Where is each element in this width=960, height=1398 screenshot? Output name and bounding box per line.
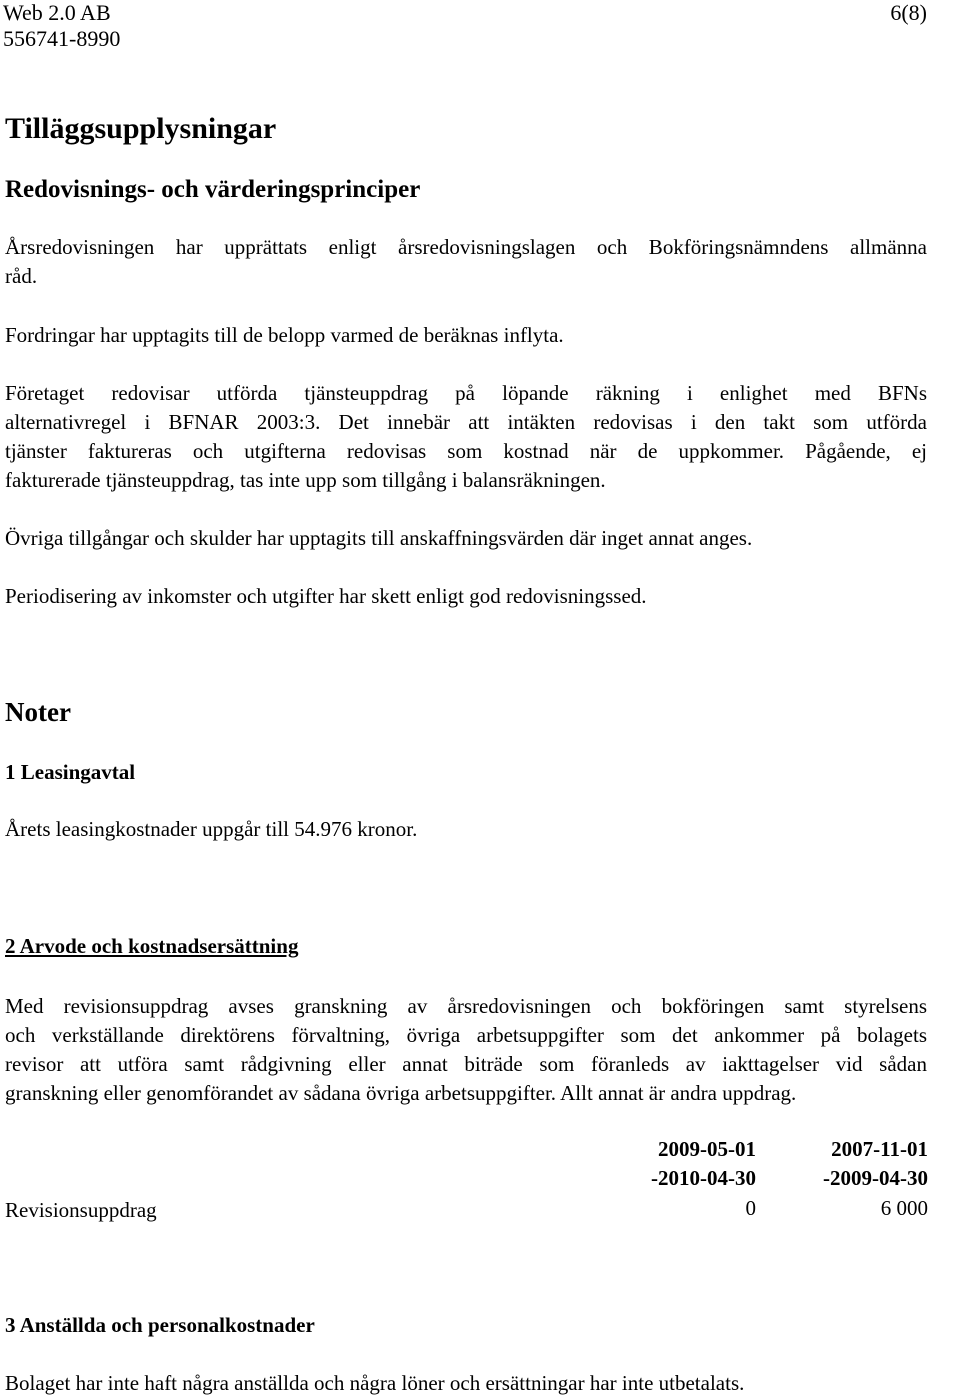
table-column-header-2-line-1: 2007-11-01	[831, 1137, 928, 1161]
note-3-text: Bolaget har inte haft några anställda och några löner och ersättningar har inte utbetalats.	[5, 1371, 745, 1395]
note-2-text	[5, 992, 927, 1108]
org-number: 556741-8990	[3, 26, 121, 51]
table-column-header-1-line-1: 2009-05-01	[658, 1137, 756, 1161]
note-3-heading: 3 Anställda och personalkostnader	[5, 1313, 315, 1337]
principles-paragraph-4: Övriga tillgångar och skulder har upptagits till anskaffningsvärden där inget annat anges.	[5, 526, 753, 550]
text-line: revisor att utföra samt rådgivning eller annat biträde som föranleds av iakttagelser vid sådan	[5, 1052, 927, 1076]
notes-heading: Noter	[5, 697, 71, 727]
note-2-heading: 2 Arvode och kostnadsersättning	[5, 934, 299, 958]
text-line: granskning eller genomförandet av sådana övriga arbetsuppgifter. Allt annat är andra uppdrag.	[5, 1081, 797, 1105]
principles-paragraph-2: Fordringar har upptagits till de belopp varmed de beräknas inflyta.	[5, 323, 564, 347]
principles-paragraph-3	[5, 379, 927, 495]
note-1-text: Årets leasingkostnader uppgår till 54.976 kronor.	[5, 817, 418, 841]
table-column-header-1-line-2: -2010-04-30	[651, 1166, 756, 1190]
text-line: alternativregel i BFNAR 2003:3. Det innebär att intäkten redovisas i den takt som utförda	[5, 410, 927, 434]
text-line: Årsredovisningen har upprättats enligt årsredovisningslagen och Bokföringsnämndens allmänna	[5, 235, 927, 259]
company-name: Web 2.0 AB	[3, 0, 111, 25]
text-line: råd.	[5, 264, 38, 288]
note-1-heading: 1 Leasingavtal	[5, 760, 136, 784]
page-title: Tilläggsupplysningar	[5, 112, 277, 145]
text-line: och verkställande direktörens förvaltning, övriga arbetsuppgifter som det ankommer på bolagets	[5, 1023, 927, 1047]
table-cell: 0	[745, 1196, 756, 1220]
page-number: 6(8)	[890, 0, 927, 25]
principles-paragraph-1	[5, 233, 927, 291]
principles-heading: Redovisnings- och värderingsprinciper	[5, 176, 421, 203]
text-line: Med revisionsuppdrag avses granskning av årsredovisningen och bokföringen samt styrelsens	[5, 994, 927, 1018]
text-line: tjänster faktureras och utgifterna redovisas som kostnad när de uppkommer. Pågående, ej	[5, 439, 927, 463]
principles-paragraph-5: Periodisering av inkomster och utgifter har skett enligt god redovisningssed.	[5, 584, 647, 608]
table-column-header-2-line-2: -2009-04-30	[823, 1166, 928, 1190]
text-line: Företaget redovisar utförda tjänsteuppdrag på löpande räkning i enlighet med BFNs	[5, 381, 927, 405]
table-row-label: Revisionsuppdrag	[5, 1198, 157, 1222]
text-line: fakturerade tjänsteuppdrag, tas inte upp som tillgång i balansräkningen.	[5, 468, 606, 492]
table-cell: 6 000	[880, 1196, 928, 1220]
